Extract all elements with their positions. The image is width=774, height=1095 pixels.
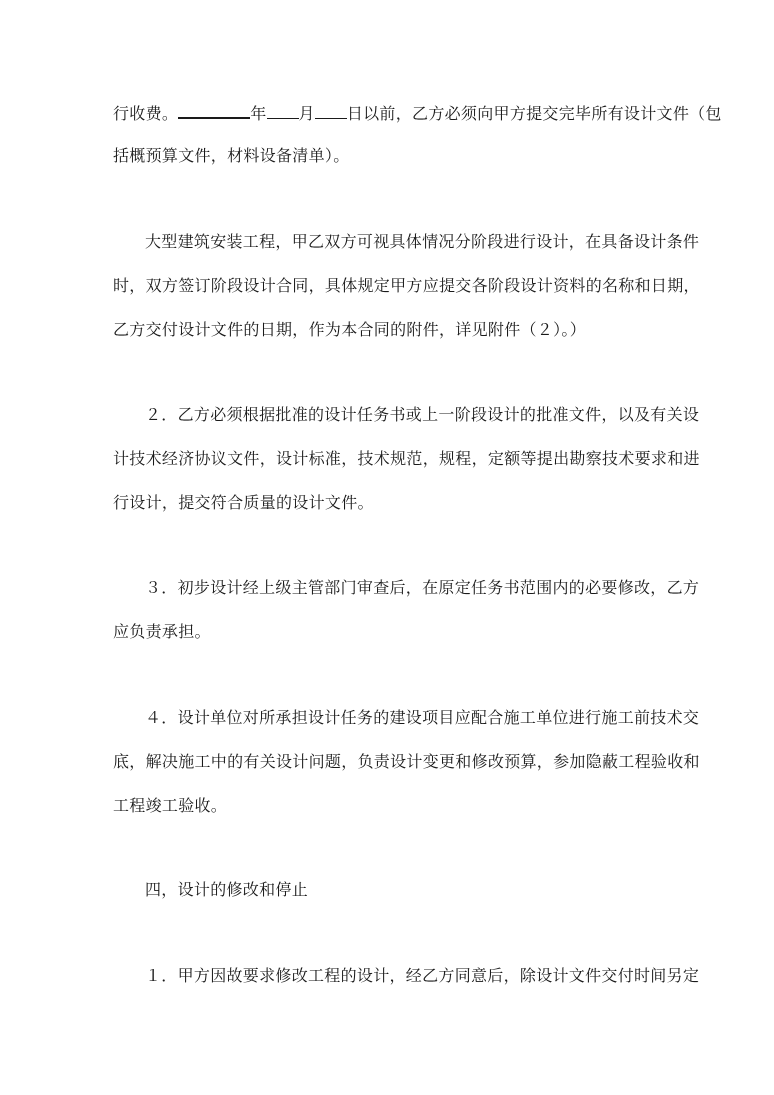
clause-4-line-1: ４．设计单位对所承担设计任务的建设项目应配合施工单位进行施工前技术交	[145, 708, 700, 727]
month-label: 月	[298, 104, 315, 123]
large-project-line-2: 时，双方签订阶段设计合同，具体规定甲方应提交各阶段设计资料的名称和日期，	[113, 276, 700, 295]
payment-prefix: 行收费。	[113, 104, 179, 123]
clause-4-line-2: 底，解决施工中的有关设计问题，负责设计变更和修改预算，参加隐蔽工程验收和	[113, 752, 700, 771]
fill-blank-month[interactable]	[267, 103, 299, 119]
clause-4-line-3: 工程竣工验收。	[113, 796, 228, 815]
clause-2-line-3: 行设计，提交符合质量的设计文件。	[113, 493, 374, 512]
section-4-clause-1-line-1: １．甲方因故要求修改工程的设计，经乙方同意后，除设计文件交付时间另定	[145, 966, 700, 985]
clause-2-line-2: 计技术经济协议文件，设计标准，技术规范，规程，定额等提出勘察技术要求和进	[113, 449, 700, 468]
large-project-line-3: 乙方交付设计文件的日期，作为本合同的附件，详见附件（２）。）	[113, 320, 587, 339]
clause-3-line-2: 应负责承担。	[113, 622, 211, 641]
large-project-line-1: 大型建筑安装工程，甲乙双方可视具体情况分阶段进行设计，在具备设计条件	[145, 232, 700, 251]
payment-line-1	[113, 102, 722, 124]
fill-blank-day[interactable]	[315, 103, 347, 119]
year-label: 年	[250, 104, 267, 123]
clause-3-line-1: ３．初步设计经上级主管部门审查后，在原定任务书范围内的必要修改，乙方	[145, 578, 700, 597]
fill-blank-year[interactable]	[178, 102, 250, 119]
payment-suffix: 日以前，乙方必须向甲方提交完毕所有设计文件（包	[346, 104, 722, 123]
section-4-heading: 四，设计的修改和停止	[145, 880, 309, 899]
clause-2-line-1: ２．乙方必须根据批准的设计任务书或上一阶段设计的批准文件，以及有关设	[145, 405, 700, 424]
payment-line-2: 括概预算文件，材料设备清单）。	[113, 146, 350, 165]
